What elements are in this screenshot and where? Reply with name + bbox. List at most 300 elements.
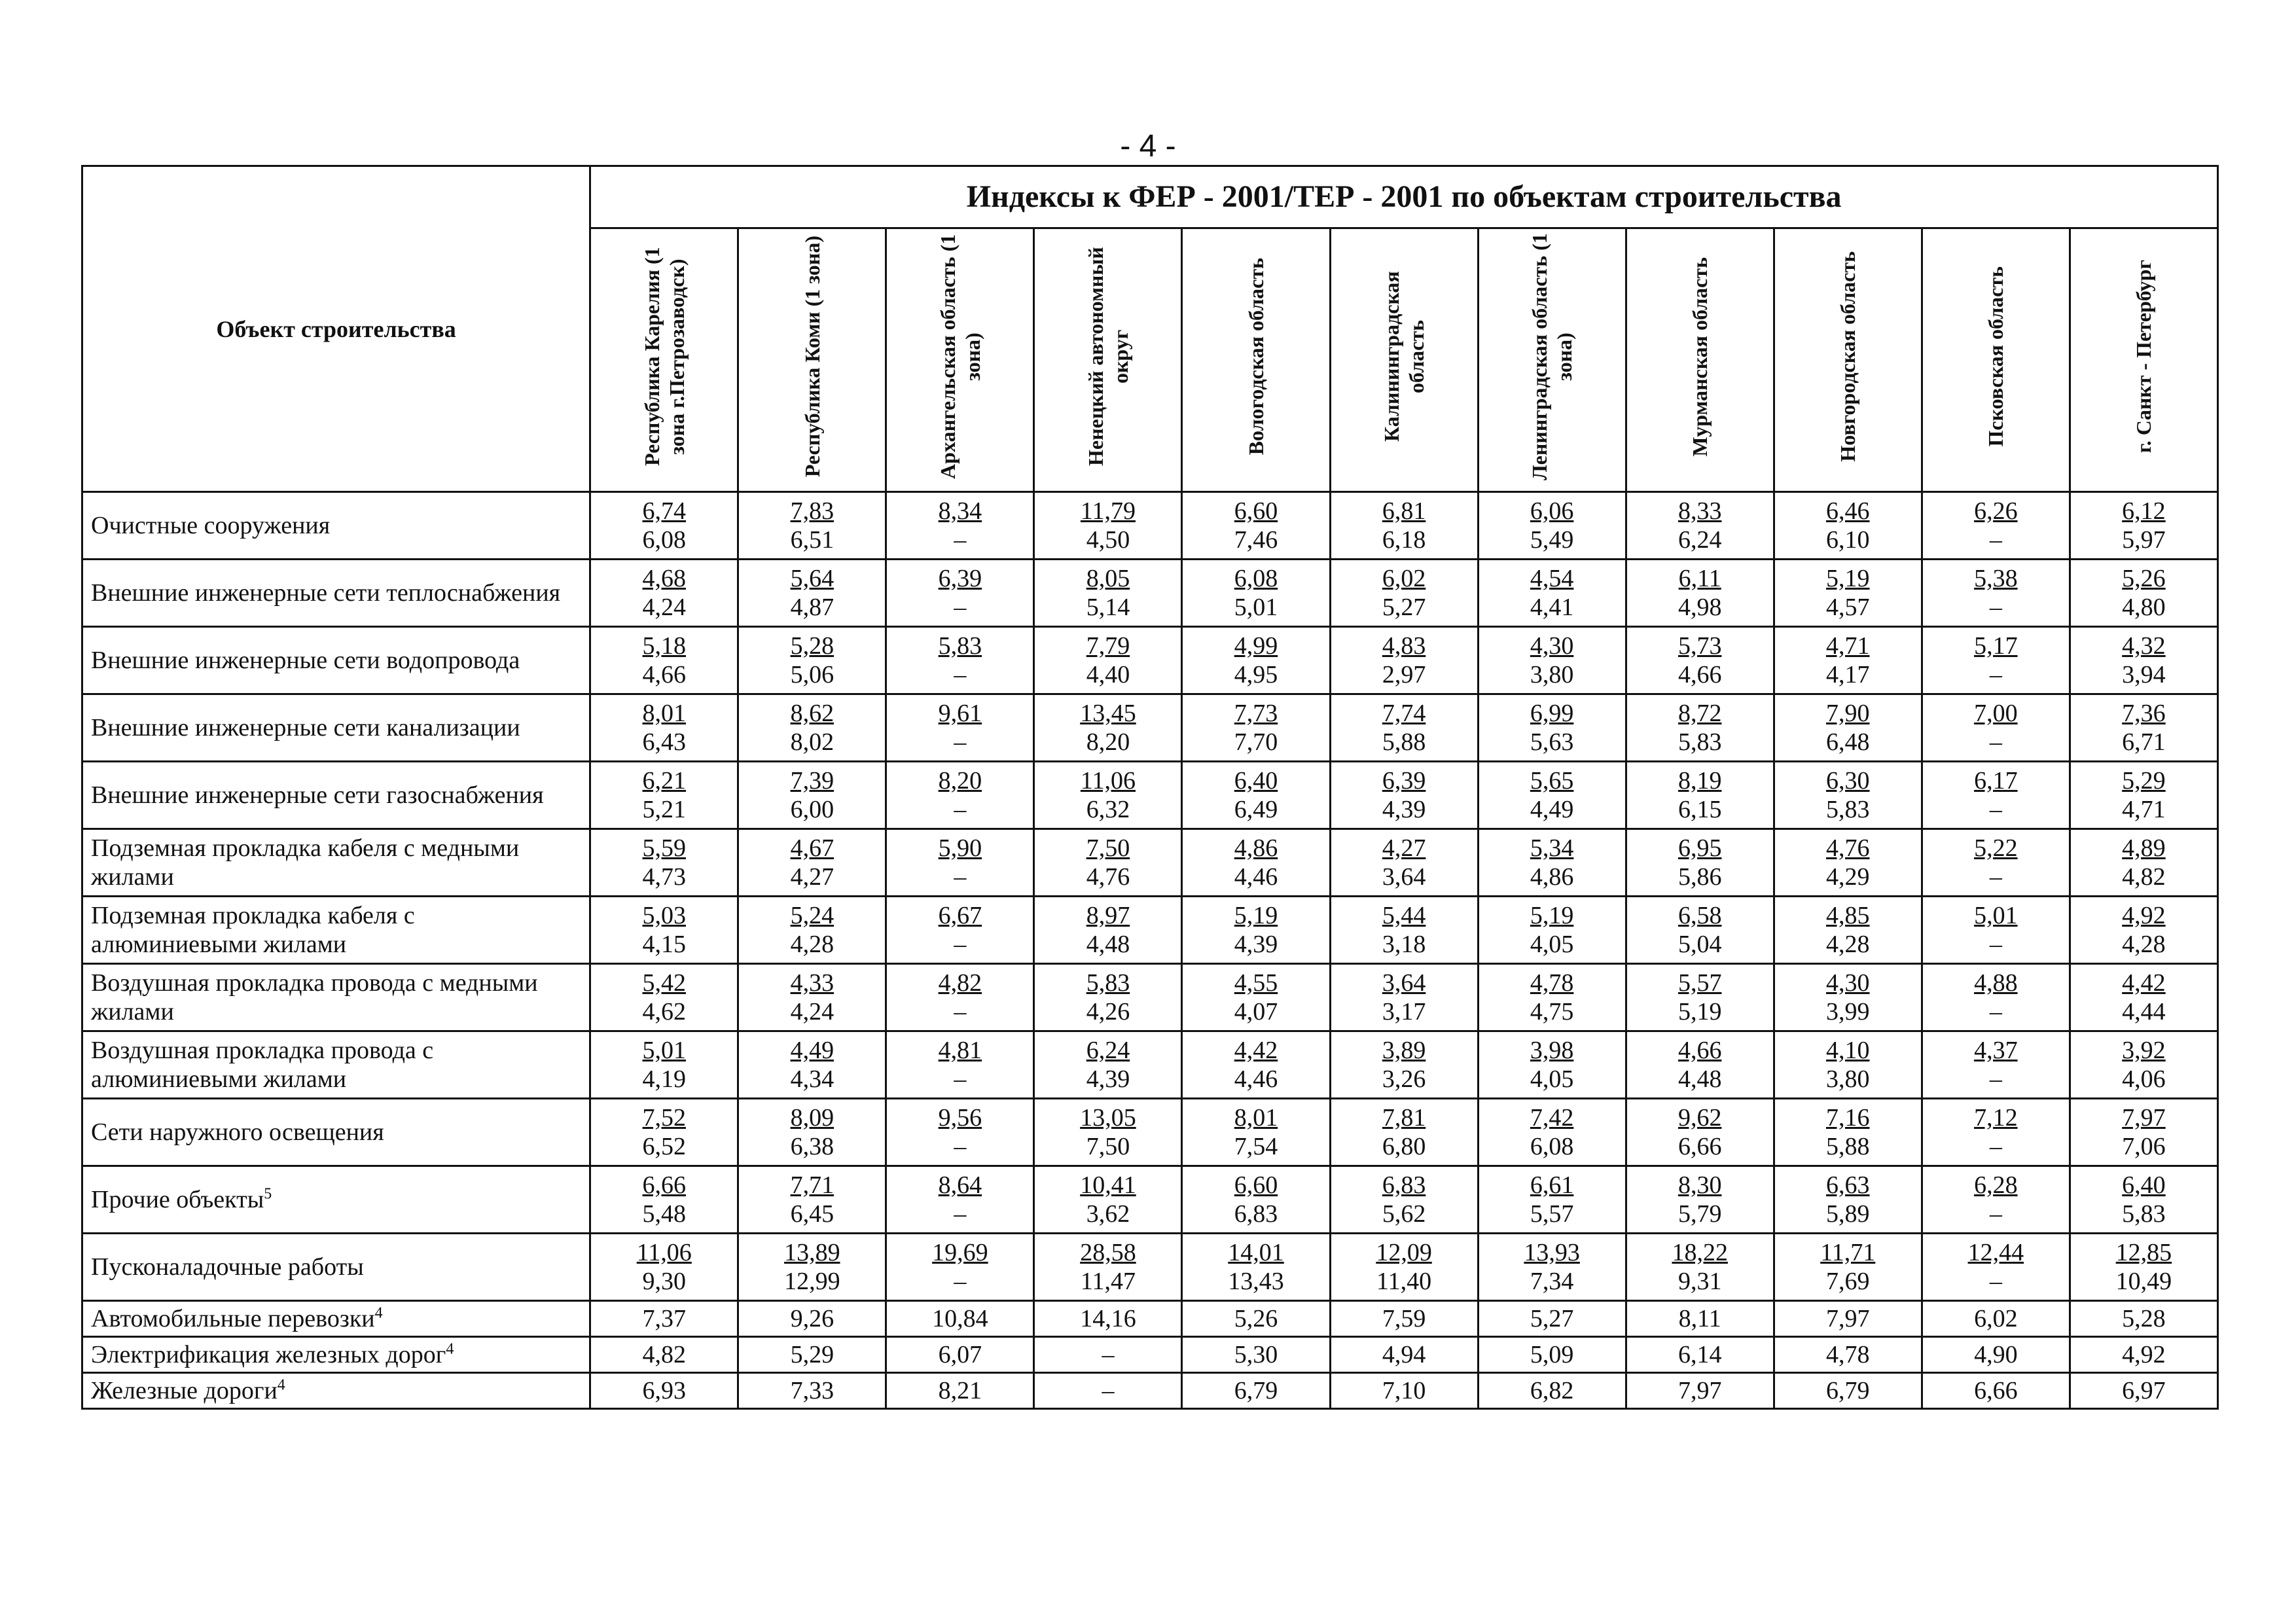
index-value-bottom: – [954, 1065, 967, 1093]
table-row [82, 627, 2218, 694]
index-value-bottom: 4,28 [790, 931, 834, 958]
index-value-bottom: 7,46 [1234, 526, 1278, 554]
index-value-top: 6,58 [1677, 902, 1722, 929]
index-cell [590, 1234, 738, 1301]
index-value-top: 5,26 [2122, 565, 2166, 592]
index-cell [1922, 1234, 2070, 1301]
index-value-bottom: 6,49 [1234, 796, 1278, 823]
index-cell [2070, 1166, 2217, 1234]
region-header-label: Псковская область [1984, 266, 2008, 447]
index-value-top: 4,82 [938, 969, 982, 997]
index-cell [1034, 1234, 1182, 1301]
index-value-bottom: 3,18 [1382, 931, 1426, 958]
index-value-bottom: – [1989, 661, 2002, 688]
index-value-bottom: 10,49 [2115, 1268, 2172, 1295]
index-value-bottom: – [1989, 998, 2002, 1026]
index-value-top: 6,81 [1382, 497, 1426, 525]
table-row [82, 897, 2218, 964]
index-value-bottom: 5,83 [1677, 728, 1722, 756]
index-value-bottom: 4,19 [642, 1065, 686, 1093]
row-label [82, 1031, 590, 1099]
index-cell [590, 694, 738, 762]
index-cell [1774, 762, 1922, 829]
index-value-top: 5,38 [1974, 565, 2018, 592]
index-value: 5,30 [1182, 1337, 1330, 1373]
index-value-bottom: 4,39 [1086, 1065, 1130, 1093]
index-value-bottom: 3,80 [1826, 1065, 1870, 1093]
index-cell [738, 694, 886, 762]
table-row [82, 1301, 2218, 1337]
index-value-bottom: 4,46 [1234, 1065, 1278, 1093]
index-cell [886, 627, 1034, 694]
index-cell [1626, 1099, 1774, 1166]
index-cell [1774, 627, 1922, 694]
index-value-bottom: 4,48 [1086, 931, 1130, 958]
index-value-bottom: 6,66 [1677, 1133, 1722, 1160]
index-value-bottom: 12,99 [784, 1268, 840, 1295]
index-cell [738, 492, 886, 560]
index-value-bottom: 4,48 [1677, 1065, 1722, 1093]
index-value-top: 6,83 [1382, 1171, 1426, 1199]
index-value-top: 5,73 [1677, 632, 1722, 660]
index-value-bottom: 4,66 [642, 661, 686, 688]
region-header [1478, 228, 1626, 492]
index-value-bottom: 3,26 [1382, 1065, 1426, 1093]
index-value-bottom: 6,51 [790, 526, 834, 554]
index-cell [590, 1099, 738, 1166]
footnote-mark: 5 [264, 1185, 272, 1203]
index-cell [1182, 1099, 1330, 1166]
region-header-label: Ненецкий автономный округ [1083, 247, 1132, 467]
index-cell [886, 694, 1034, 762]
index-value: 6,02 [1922, 1301, 2070, 1337]
table-row [82, 560, 2218, 627]
index-value-bottom: 4,24 [642, 594, 686, 621]
index-value-bottom: 4,40 [1086, 661, 1130, 688]
index-value-top: 8,01 [1234, 1104, 1278, 1132]
row-label-text: Прочие объекты [91, 1186, 264, 1213]
index-cell [1774, 1166, 1922, 1234]
index-value-top: 11,79 [1080, 497, 1136, 525]
index-cell [886, 829, 1034, 897]
index-value-top: 5,01 [642, 1037, 686, 1064]
index-cell [1626, 1234, 1774, 1301]
index-value-top: 7,36 [2122, 700, 2166, 727]
index-value-bottom: 6,08 [642, 526, 686, 554]
region-header [1182, 228, 1330, 492]
index-cell [1182, 560, 1330, 627]
index-value: 7,10 [1330, 1373, 1478, 1409]
index-value-bottom: 5,86 [1677, 863, 1722, 891]
index-value-top: 6,39 [938, 565, 982, 592]
index-value: 9,26 [738, 1301, 886, 1337]
index-value-bottom: – [954, 1200, 967, 1228]
index-value-top: 6,40 [2122, 1171, 2166, 1199]
index-value-top: 5,44 [1382, 902, 1426, 929]
index-value-top: 4,68 [642, 565, 686, 592]
index-cell [1774, 560, 1922, 627]
index-value-top: 18,22 [1672, 1239, 1728, 1266]
index-cell [1478, 1166, 1626, 1234]
index-cell [1626, 627, 1774, 694]
index-value-top: 7,12 [1974, 1104, 2018, 1132]
index-cell [1774, 964, 1922, 1031]
region-header-label: Калининградская область [1380, 271, 1429, 442]
index-value-bottom: 9,30 [642, 1268, 686, 1295]
index-value-bottom: – [1989, 931, 2002, 958]
index-value-bottom: 4,95 [1234, 661, 1278, 688]
index-value-bottom: 4,24 [790, 998, 834, 1026]
index-cell [1478, 694, 1626, 762]
index-value-bottom: 5,89 [1826, 1200, 1870, 1228]
index-value-top: 7,42 [1530, 1104, 1574, 1132]
region-header [1330, 228, 1478, 492]
region-header [1034, 228, 1182, 492]
index-value-top: 3,98 [1530, 1037, 1574, 1064]
index-value-top: 13,89 [784, 1239, 840, 1266]
index-value-top: 5,19 [1826, 565, 1870, 592]
index-value-top: 5,24 [790, 902, 834, 929]
index-value-top: 11,06 [1080, 767, 1136, 794]
row-label [82, 627, 590, 694]
index-value-top: 6,21 [642, 767, 686, 794]
index-value-top: 8,09 [790, 1104, 834, 1132]
row-label-text: Внешние инженерные сети канализации [91, 714, 520, 741]
index-value-top: 4,66 [1677, 1037, 1722, 1064]
index-cell [1182, 964, 1330, 1031]
index-value: 4,92 [2070, 1337, 2217, 1373]
index-value-top: 7,16 [1826, 1104, 1870, 1132]
index-cell [1478, 1234, 1626, 1301]
index-value-bottom: 4,44 [2122, 998, 2166, 1026]
index-value-top: 4,86 [1234, 834, 1278, 862]
index-cell [2070, 627, 2217, 694]
index-value-bottom: 4,66 [1677, 661, 1722, 688]
index-cell [1626, 964, 1774, 1031]
index-value-top: 6,17 [1974, 767, 2018, 794]
index-value-top: 7,71 [790, 1171, 834, 1199]
index-value-bottom: 4,73 [642, 863, 686, 891]
index-value-top: 4,30 [1826, 969, 1870, 997]
index-cell [886, 1099, 1034, 1166]
index-value-bottom: 3,64 [1382, 863, 1426, 891]
index-value-top: 5,42 [642, 969, 686, 997]
index-value-top: 3,64 [1382, 969, 1426, 997]
table-row [82, 1373, 2218, 1409]
index-value-bottom: 4,07 [1234, 998, 1278, 1026]
index-cell [738, 1234, 886, 1301]
index-value: 10,84 [886, 1301, 1034, 1337]
index-value-top: 6,74 [642, 497, 686, 525]
region-header [1774, 228, 1922, 492]
index-value-bottom: – [954, 1268, 967, 1295]
index-value-bottom: – [954, 863, 967, 891]
index-value-top: 7,73 [1234, 700, 1278, 727]
index-value: 14,16 [1034, 1301, 1182, 1337]
index-cell [738, 627, 886, 694]
index-value-bottom: 6,32 [1086, 796, 1130, 823]
index-value-top: 5,64 [790, 565, 834, 592]
index-value: – [1034, 1373, 1182, 1409]
table-row [82, 1337, 2218, 1373]
index-value-bottom: 4,86 [1530, 863, 1574, 891]
index-value-top: 6,24 [1086, 1037, 1130, 1064]
index-value-top: 4,27 [1382, 834, 1426, 862]
index-value-bottom: 5,63 [1530, 728, 1574, 756]
index-value: 6,66 [1922, 1373, 2070, 1409]
region-header-label: Новгородская область [1836, 251, 1860, 462]
index-value-top: 4,33 [790, 969, 834, 997]
index-value-top: 5,22 [1974, 834, 2018, 862]
index-cell [1182, 492, 1330, 560]
index-value-bottom: – [1989, 594, 2002, 621]
index-cell [1478, 1031, 1626, 1099]
index-value-top: 4,42 [1234, 1037, 1278, 1064]
index-value: 6,82 [1478, 1373, 1626, 1409]
index-value-bottom: 5,97 [2122, 526, 2166, 554]
row-label-text: Подземная прокладка кабеля с медными жилами [91, 834, 520, 891]
index-cell [2070, 694, 2217, 762]
index-value-bottom: 3,62 [1086, 1200, 1130, 1228]
index-value-top: 5,19 [1530, 902, 1574, 929]
index-cell [1330, 492, 1478, 560]
row-label-text: Электрификация железных дорог [91, 1341, 446, 1368]
index-value: 7,59 [1330, 1301, 1478, 1337]
index-value: 5,28 [2070, 1301, 2217, 1337]
index-value-top: 8,34 [938, 497, 982, 525]
footnote-mark: 4 [277, 1376, 285, 1394]
region-header-label: Архангельская область (1 зона) [935, 234, 984, 480]
index-cell [2070, 492, 2217, 560]
index-value-bottom: 6,43 [642, 728, 686, 756]
index-value-top: 7,39 [790, 767, 834, 794]
index-value-top: 7,79 [1086, 632, 1130, 660]
index-value-bottom: 6,00 [790, 796, 834, 823]
index-value-top: 6,30 [1826, 767, 1870, 794]
index-cell [590, 1166, 738, 1234]
index-value-bottom: 4,57 [1826, 594, 1870, 621]
index-value-top: 6,26 [1974, 497, 2018, 525]
index-value-bottom: 7,34 [1530, 1268, 1574, 1295]
region-header-label: г. Санкт - Петербург [2132, 260, 2156, 454]
index-cell [2070, 560, 2217, 627]
index-value-bottom: 6,80 [1382, 1133, 1426, 1160]
index-cell [1478, 897, 1626, 964]
index-value-bottom: 4,76 [1086, 863, 1130, 891]
index-value-top: 8,97 [1086, 902, 1130, 929]
index-value-top: 4,42 [2122, 969, 2166, 997]
index-cell [1626, 560, 1774, 627]
index-value-bottom: 5,01 [1234, 594, 1278, 621]
index-value-bottom: 6,71 [2122, 728, 2166, 756]
index-value-bottom: – [1989, 1065, 2002, 1093]
index-value-top: 6,28 [1974, 1171, 2018, 1199]
table-row [82, 492, 2218, 560]
index-cell [738, 1099, 886, 1166]
index-value-top: 7,52 [642, 1104, 686, 1132]
index-value-top: 6,08 [1234, 565, 1278, 592]
index-value-top: 4,67 [790, 834, 834, 862]
index-value-bottom: 5,88 [1382, 728, 1426, 756]
index-cell [1774, 1031, 1922, 1099]
index-value-bottom: 3,94 [2122, 661, 2166, 688]
index-value-top: 7,90 [1826, 700, 1870, 727]
index-cell [1330, 829, 1478, 897]
index-cell [1182, 897, 1330, 964]
index-cell [1182, 694, 1330, 762]
region-header [1922, 228, 2070, 492]
index-cell [1922, 694, 2070, 762]
row-label-text: Автомобильные перевозки [91, 1305, 375, 1332]
index-cell [738, 897, 886, 964]
index-value-top: 6,12 [2122, 497, 2166, 525]
table-row [82, 964, 2218, 1031]
index-cell [1330, 1234, 1478, 1301]
index-value-bottom: 5,83 [2122, 1200, 2166, 1228]
index-value-bottom: 6,45 [790, 1200, 834, 1228]
index-value-top: 4,76 [1826, 834, 1870, 862]
row-label-text: Подземная прокладка кабеля с алюминиевыми жилами [91, 902, 415, 958]
index-value-bottom: 4,80 [2122, 594, 2166, 621]
table-row [82, 1166, 2218, 1234]
index-value-bottom: – [954, 1133, 967, 1160]
index-value-bottom: – [1989, 1200, 2002, 1228]
index-value: 5,26 [1182, 1301, 1330, 1337]
region-header-label: Вологодская область [1244, 258, 1268, 455]
index-value-top: 4,99 [1234, 632, 1278, 660]
index-cell [738, 964, 886, 1031]
index-value-bottom: 11,40 [1376, 1268, 1432, 1295]
row-label [82, 1099, 590, 1166]
index-cell [1330, 560, 1478, 627]
index-value-bottom: 13,43 [1228, 1268, 1284, 1295]
index-value-bottom: 6,48 [1826, 728, 1870, 756]
index-value-bottom: 4,49 [1530, 796, 1574, 823]
row-label [82, 1337, 590, 1373]
index-cell [1182, 1031, 1330, 1099]
index-value-top: 13,45 [1080, 700, 1136, 727]
row-label [82, 964, 590, 1031]
index-value-bottom: 4,29 [1826, 863, 1870, 891]
index-cell [886, 897, 1034, 964]
index-cell [590, 897, 738, 964]
index-value-bottom: 5,48 [642, 1200, 686, 1228]
index-value-bottom: 5,88 [1826, 1133, 1870, 1160]
index-cell [1182, 1234, 1330, 1301]
table-row [82, 762, 2218, 829]
index-cell [1478, 1099, 1626, 1166]
index-value-bottom: – [1989, 1133, 2002, 1160]
index-value-top: 28,58 [1080, 1239, 1136, 1266]
index-value-bottom: 7,70 [1234, 728, 1278, 756]
index-value-bottom: – [1989, 863, 2002, 891]
index-cell [1922, 964, 2070, 1031]
region-header-label: Ленинградская область (1 зона) [1528, 233, 1577, 480]
index-cell [1330, 627, 1478, 694]
index-value: 6,79 [1774, 1373, 1922, 1409]
index-value-top: 6,67 [938, 902, 982, 929]
index-value-bottom: 4,05 [1530, 1065, 1574, 1093]
index-value-top: 5,34 [1530, 834, 1574, 862]
index-value-top: 5,65 [1530, 767, 1574, 794]
index-value: 7,37 [590, 1301, 738, 1337]
index-value: 5,09 [1478, 1337, 1626, 1373]
region-header [886, 228, 1034, 492]
index-value-top: 8,30 [1677, 1171, 1722, 1199]
index-value-bottom: 11,47 [1080, 1268, 1136, 1295]
index-value-top: 6,99 [1530, 700, 1574, 727]
index-cell [2070, 964, 2217, 1031]
index-cell [1034, 829, 1182, 897]
index-value-top: 4,55 [1234, 969, 1278, 997]
region-header [1626, 228, 1774, 492]
index-cell [738, 560, 886, 627]
index-value-bottom: – [954, 526, 967, 554]
index-value-top: 8,05 [1086, 565, 1130, 592]
index-value-bottom: 6,08 [1530, 1133, 1574, 1160]
index-cell [1478, 762, 1626, 829]
index-value-bottom: 4,28 [1826, 931, 1870, 958]
index-value-bottom: 4,17 [1826, 661, 1870, 688]
index-value-top: 5,18 [642, 632, 686, 660]
table-body [82, 492, 2218, 1409]
index-value-top: 4,71 [1826, 632, 1870, 660]
index-value-top: 6,46 [1826, 497, 1870, 525]
index-cell [1626, 762, 1774, 829]
index-value-top: 12,44 [1967, 1239, 2024, 1266]
index-value-top: 7,00 [1974, 700, 2018, 727]
index-value-top: 8,19 [1677, 767, 1722, 794]
index-value-top: 8,20 [938, 767, 982, 794]
index-value-bottom: – [954, 594, 967, 621]
index-value-bottom: 4,50 [1086, 526, 1130, 554]
index-cell [1034, 627, 1182, 694]
row-label-text: Внешние инженерные сети водопровода [91, 647, 520, 674]
index-value-bottom: 5,04 [1677, 931, 1722, 958]
index-value-bottom: 4,71 [2122, 796, 2166, 823]
row-label [82, 829, 590, 897]
index-cell [886, 1031, 1034, 1099]
index-cell [1034, 964, 1182, 1031]
index-cell [2070, 897, 2217, 964]
index-value: 6,93 [590, 1373, 738, 1409]
index-cell [1922, 492, 2070, 560]
index-value-top: 4,89 [2122, 834, 2166, 862]
index-cell [590, 964, 738, 1031]
index-cell [1034, 694, 1182, 762]
index-value-top: 4,30 [1530, 632, 1574, 660]
index-value-top: 4,88 [1974, 969, 2018, 997]
index-value: 7,97 [1626, 1373, 1774, 1409]
index-cell [738, 1166, 886, 1234]
index-value-top: 3,92 [2122, 1037, 2166, 1064]
row-label-text: Внешние инженерные сети газоснабжения [91, 781, 544, 809]
index-value-bottom: 4,87 [790, 594, 834, 621]
index-value-top: 6,06 [1530, 497, 1574, 525]
index-value-top: 6,61 [1530, 1171, 1574, 1199]
index-cell [738, 829, 886, 897]
index-table [81, 165, 2219, 1410]
index-cell [1034, 560, 1182, 627]
index-value-top: 4,49 [790, 1037, 834, 1064]
index-cell [1626, 897, 1774, 964]
index-cell [1478, 627, 1626, 694]
index-value-bottom: – [1989, 728, 2002, 756]
region-header [738, 228, 886, 492]
index-value-bottom: 4,39 [1382, 796, 1426, 823]
table-row [82, 1099, 2218, 1166]
index-cell [2070, 762, 2217, 829]
